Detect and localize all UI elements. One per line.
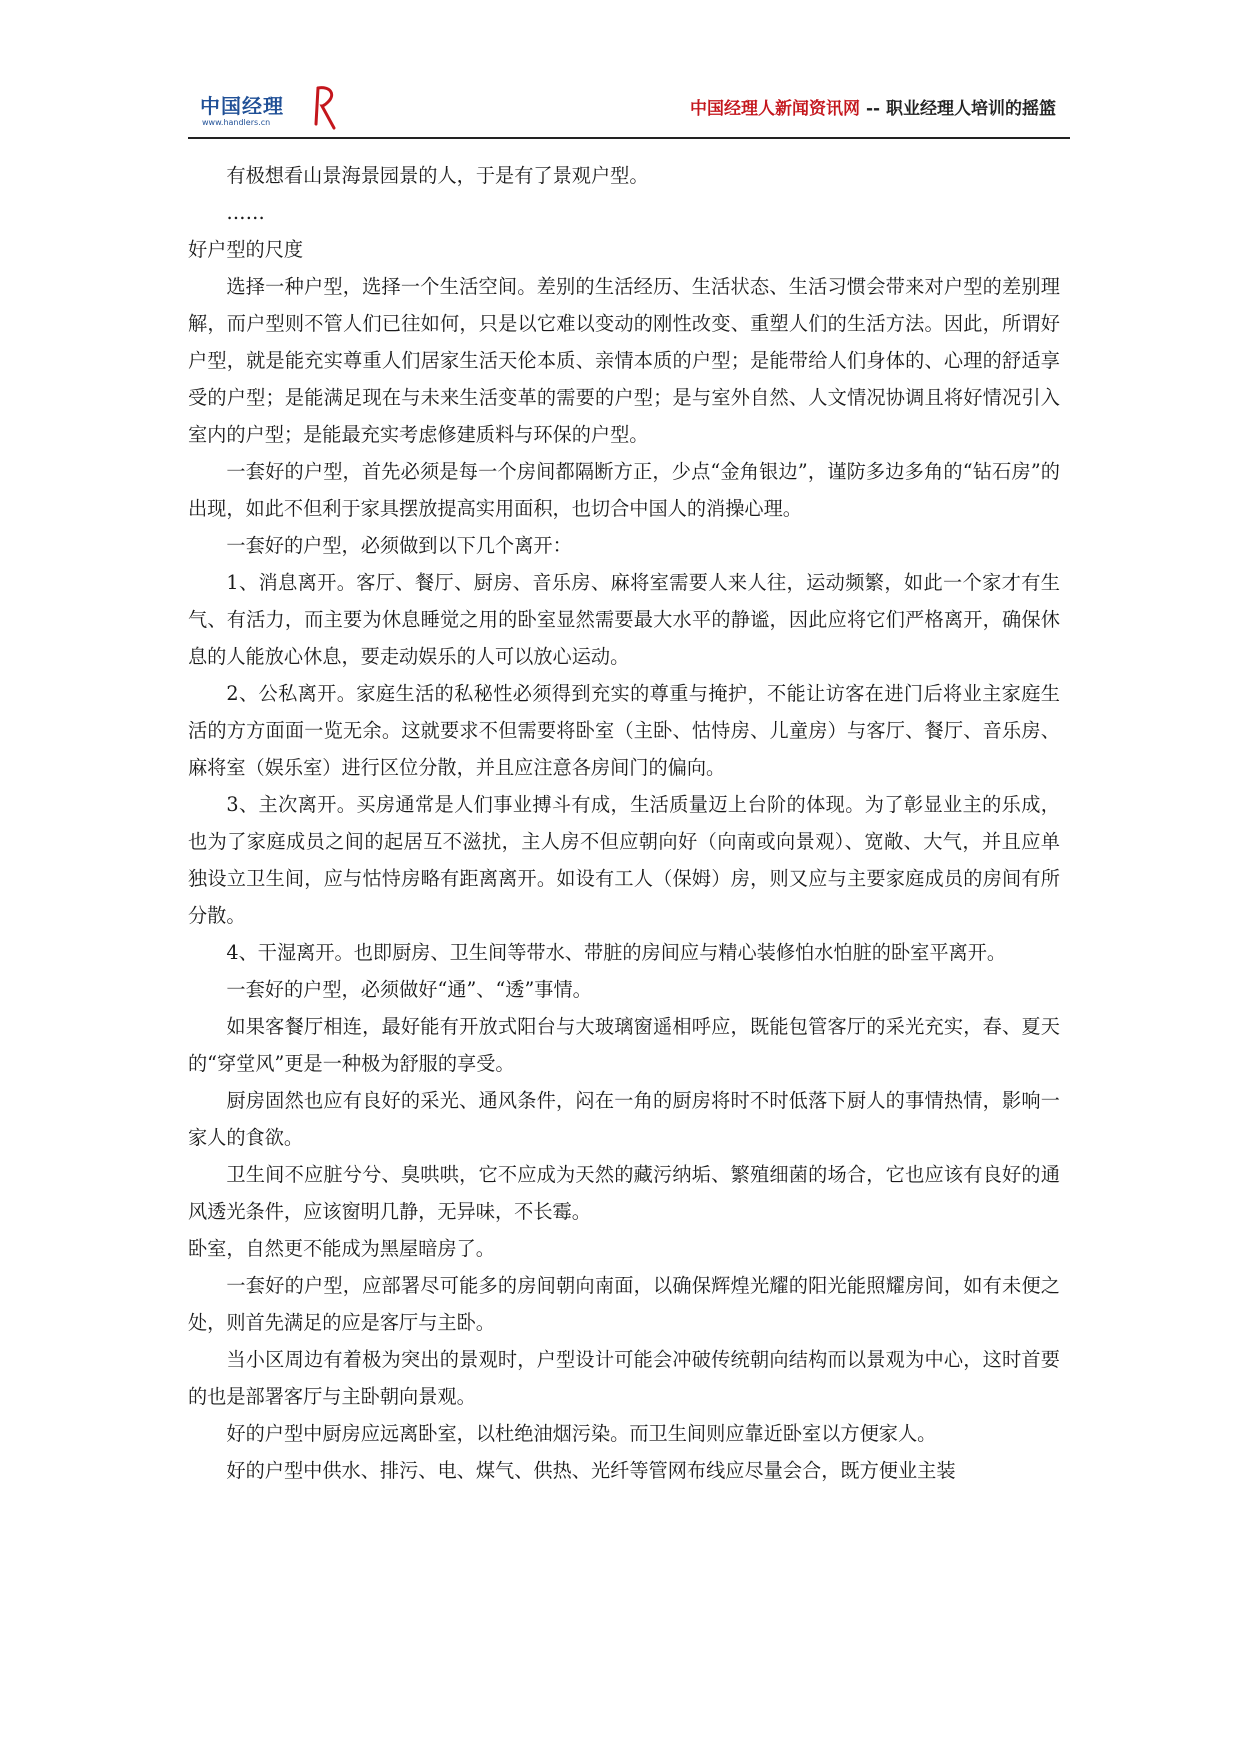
paragraph: 卫生间不应脏兮兮、臭哄哄，它不应成为天然的藏污纳垢、繁殖细菌的场合，它也应该有良好的通风透光条件，应该窗明几静，无异味，不长霉。 [188, 1163, 1060, 1223]
document-body [188, 157, 1060, 1489]
paragraph: 厨房固然也应有良好的采光、通风条件，闷在一角的厨房将时不时低落下厨人的事情热情，影响一家人的食欲。 [188, 1089, 1060, 1149]
page-header [188, 80, 1070, 136]
tagline-slogan: 职业经理人培训的摇篮 [886, 99, 1056, 119]
logo-mark-icon [310, 84, 342, 132]
paragraph: 卧室，自然更不能成为黑屋暗房了。 [188, 1237, 495, 1260]
paragraph: …… [226, 201, 265, 224]
logo-url: www.handlers.cn [202, 118, 271, 127]
paragraph: 一套好的户型，必须做好“通”、“透”事情。 [226, 978, 592, 1001]
paragraph: 当小区周边有着极为突出的景观时，户型设计可能会冲破传统朝向结构而以景观为中心，这时首要的也是部署客厅与主卧朝向景观。 [188, 1348, 1060, 1408]
paragraph: 2、公私离开。家庭生活的私秘性必须得到充实的尊重与掩护，不能让访客在进门后将业主家庭生活的方方面面一览无余。这就要求不但需要将卧室（主卧、怙恃房、儿童房）与客厅、餐厅、音乐房、麻将室（娱乐室）进行区位分散，并且应注意各房间门的偏向。 [188, 682, 1060, 779]
company-logo [200, 84, 340, 132]
tagline-site-name: 中国经理人新闻资讯网 [690, 99, 861, 119]
header-divider [188, 137, 1070, 139]
header-tagline [690, 94, 1056, 119]
paragraph: 3、主次离开。买房通常是人们事业搏斗有成，生活质量迈上台阶的体现。为了彰显业主的乐成，也为了家庭成员之间的起居互不滋扰，主人房不但应朝向好（向南或向景观）、宽敞、大气，并且应单独设立卫生间，应与怙恃房略有距离离开。如设有工人（保姆）房，则又应与主要家庭成员的房间有所分散。 [188, 793, 1060, 927]
paragraph: 一套好的户型，应部署尽可能多的房间朝向南面，以确保辉煌光耀的阳光能照耀房间，如有未便之处，则首先满足的应是客厅与主卧。 [188, 1274, 1060, 1334]
paragraph: 好的户型中厨房应远离卧室，以杜绝油烟污染。而卫生间则应靠近卧室以方便家人。 [226, 1422, 937, 1445]
tagline-separator: -- [860, 99, 886, 119]
paragraph: 1、消息离开。客厅、餐厅、厨房、音乐房、麻将室需要人来人往，运动频繁，如此一个家才有生气、有活力，而主要为休息睡觉之用的卧室显然需要最大水平的静谧，因此应将它们严格离开，确保休息的人能放心休息，要走动娱乐的人可以放心运动。 [188, 571, 1060, 668]
paragraph: 选择一种户型，选择一个生活空间。差别的生活经历、生活状态、生活习惯会带来对户型的差别理解，而户型则不管人们已往如何，只是以它难以变动的刚性改变、重塑人们的生活方法。因此，所谓好户型，就是能充实尊重人们居家生活天伦本质、亲情本质的户型；是能带给人们身体的、心理的舒适享受的户型；是能满足现在与未来生活变革的需要的户型；是与室外自然、人文情况协调且将好情况引入室内的户型；是能最充实考虑修建质料与环保的户型。 [188, 275, 1060, 446]
paragraph: 一套好的户型，首先必须是每一个房间都隔断方正，少点“金角银边”，谨防多边多角的“钻石房”的出现，如此不但利于家具摆放提高实用面积，也切合中国人的消操心理。 [188, 460, 1060, 520]
paragraph: 好户型的尺度 [188, 238, 304, 261]
paragraph: 有极想看山景海景园景的人，于是有了景观户型。 [226, 164, 649, 187]
logo-text: 中国经理 [200, 94, 284, 118]
paragraph: 如果客餐厅相连，最好能有开放式阳台与大玻璃窗遥相呼应，既能包管客厅的采光充实，春、夏天的“穿堂风”更是一种极为舒服的享受。 [188, 1015, 1060, 1075]
paragraph: 4、干湿离开。也即厨房、卫生间等带水、带脏的房间应与精心装修怕水怕脏的卧室平离开。 [226, 941, 1007, 964]
paragraph: 一套好的户型，必须做到以下几个离开： [226, 534, 572, 557]
paragraph: 好的户型中供水、排污、电、煤气、供热、光纤等管网布线应尽量会合，既方便业主装 [226, 1459, 956, 1482]
